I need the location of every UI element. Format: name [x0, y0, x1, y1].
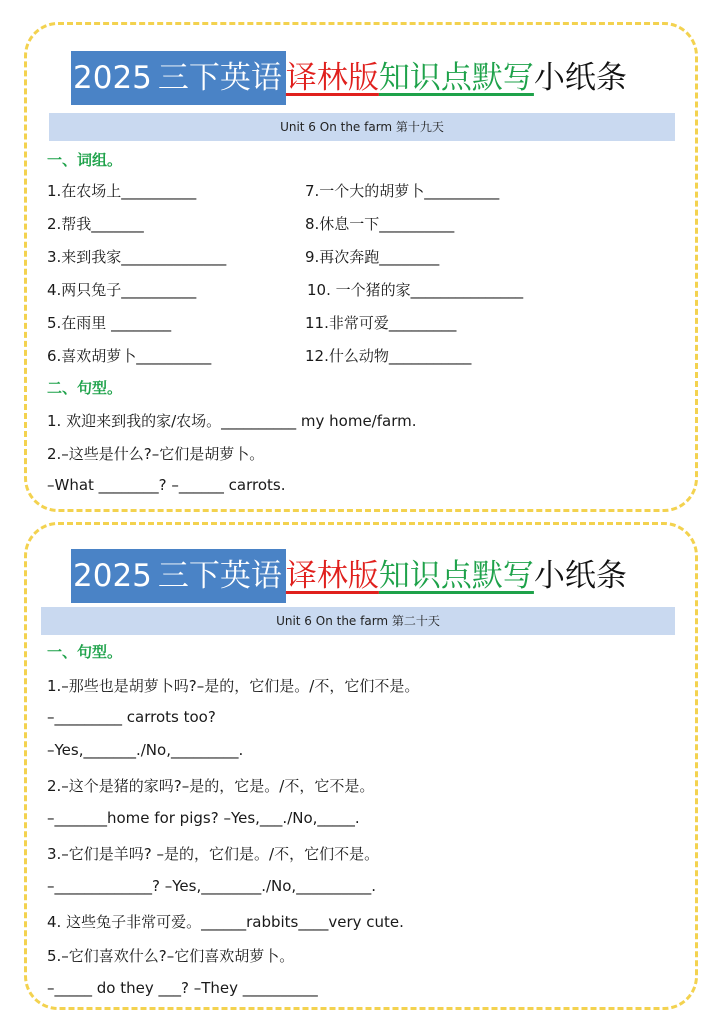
card-title	[71, 549, 627, 603]
sentence-item: 2.–这个是猪的家吗?–是的，它是。/不，它不是。	[47, 777, 375, 795]
sentence-item: 2.–这些是什么?–它们是胡萝卜。	[47, 445, 265, 463]
unit-banner: Unit 6 On the farm 第二十天	[41, 607, 675, 635]
title-topic: 知识点默写	[378, 558, 534, 594]
title-topic: 知识点默写	[378, 60, 534, 96]
phrase-item: 11.非常可爱_________	[305, 314, 457, 332]
section-heading-sentences: 一、句型。	[47, 643, 123, 661]
title-grade: 三下英语	[156, 51, 286, 105]
sentence-item: –_________ carrots too?	[47, 708, 216, 726]
note-card-day19	[24, 22, 698, 512]
title-edition: 译林版	[285, 558, 379, 594]
title-grade: 三下英语	[156, 549, 286, 603]
sentence-item: 3.–它们是羊吗? –是的，它们是。/不，它们不是。	[47, 845, 380, 863]
phrase-item: 1.在农场上__________	[47, 182, 197, 200]
unit-banner: Unit 6 On the farm 第十九天	[49, 113, 675, 141]
title-suffix: 小纸条	[533, 558, 627, 594]
sentence-item: –_____ do they ___? –They __________	[47, 979, 318, 997]
title-edition: 译林版	[285, 60, 379, 96]
title-year: 2025	[71, 549, 156, 603]
phrase-item: 6.喜欢胡萝卜__________	[47, 347, 212, 365]
sentence-item: –What ________? –______ carrots.	[47, 476, 286, 494]
card-title	[71, 51, 627, 105]
sentence-item: –_______home for pigs? –Yes,___./No,_____.	[47, 809, 360, 827]
sentence-item: –_____________? –Yes,________./No,__________.	[47, 877, 376, 895]
phrase-item: 4.两只兔子__________	[47, 281, 197, 299]
section-heading-sentences: 二、句型。	[47, 379, 123, 397]
phrase-item: 8.休息一下__________	[305, 215, 455, 233]
sentence-item: –Yes,_______./No,_________.	[47, 741, 244, 759]
sentence-item: 1. 欢迎来到我的家/农场。__________ my home/farm.	[47, 412, 417, 430]
phrase-item: 5.在雨里 ________	[47, 314, 172, 332]
note-card-day20	[24, 522, 698, 1010]
sentence-item: 1.–那些也是胡萝卜吗?–是的，它们是。/不，它们不是。	[47, 677, 420, 695]
sentence-item: 4. 这些兔子非常可爱。______rabbits____very cute.	[47, 913, 404, 931]
title-suffix: 小纸条	[533, 60, 627, 96]
phrase-item: 12.什么动物___________	[305, 347, 472, 365]
phrase-item: 10. 一个猪的家_______________	[307, 281, 524, 299]
phrase-item: 7.一个大的胡萝卜__________	[305, 182, 500, 200]
phrase-item: 9.再次奔跑________	[305, 248, 440, 266]
sentence-item: 5.–它们喜欢什么?–它们喜欢胡萝卜。	[47, 947, 295, 965]
phrase-item: 2.帮我_______	[47, 215, 144, 233]
section-heading-phrases: 一、词组。	[47, 151, 123, 169]
title-year: 2025	[71, 51, 156, 105]
phrase-item: 3.来到我家______________	[47, 248, 227, 266]
